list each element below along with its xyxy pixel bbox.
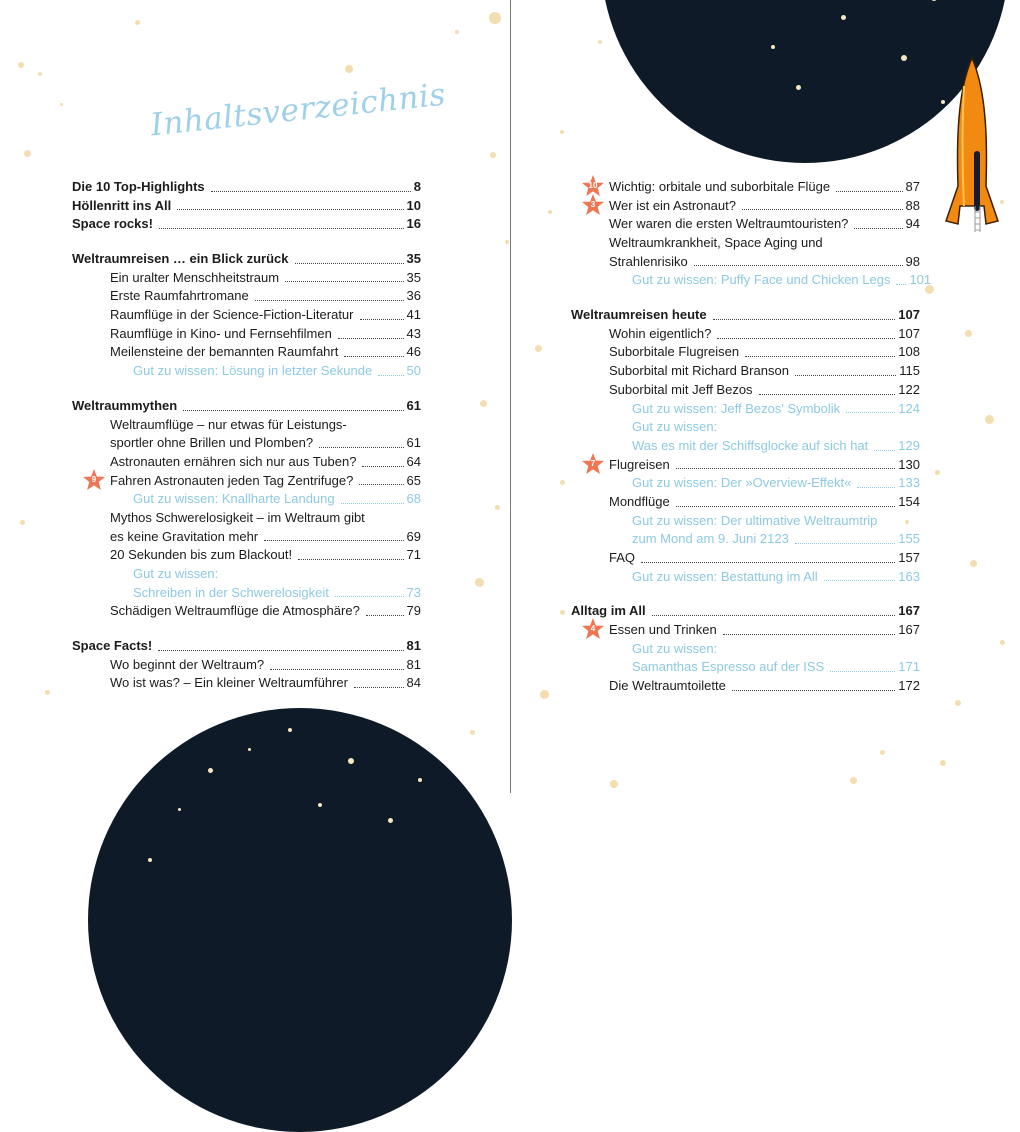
page-number: 115	[899, 363, 920, 379]
toc-entry[interactable]	[72, 656, 421, 675]
page-number: 61	[406, 435, 421, 451]
page-number: 41	[406, 307, 421, 323]
toc-chapter[interactable]	[72, 637, 421, 656]
dot-leader	[359, 484, 403, 485]
dot-leader	[354, 687, 404, 688]
dot-leader	[298, 559, 403, 560]
page-number: 163	[898, 568, 920, 584]
toc-entry[interactable]	[72, 325, 421, 344]
entry-title: Wichtig: orbitale und suborbitale Flüge	[609, 178, 831, 194]
entry-title: Essen und Trinken	[609, 622, 717, 638]
star-dot	[931, 0, 937, 1]
dot-leader	[362, 466, 403, 467]
entry-title: Mondflüge	[609, 493, 670, 509]
dot-leader	[795, 543, 895, 544]
dot-leader	[795, 375, 896, 376]
toc-tip-entry[interactable]	[571, 640, 920, 677]
toc-entry[interactable]	[571, 362, 920, 381]
page-number: 35	[406, 251, 421, 267]
entry-title: Gut zu wissen: Lösung in letzter Sekunde	[133, 363, 373, 379]
star-dot	[348, 758, 354, 764]
toc-section	[571, 602, 920, 695]
entry-title: Strahlenrisiko	[609, 253, 688, 269]
page-number: 65	[406, 472, 421, 488]
dot-decoration	[135, 20, 140, 25]
dot-decoration	[18, 62, 24, 68]
entry-title: Gut zu wissen:	[632, 640, 718, 656]
highlight-number: 7	[590, 458, 596, 468]
page-number: 155	[898, 531, 920, 547]
page-number: 133	[898, 475, 920, 491]
dot-leader	[295, 263, 404, 264]
planet-illustration	[88, 708, 512, 1132]
toc-entry[interactable]	[571, 197, 920, 216]
page-divider	[510, 0, 511, 793]
page-number: 81	[406, 638, 421, 654]
star-dot	[148, 858, 152, 862]
page-number: 108	[898, 344, 920, 360]
entry-title: Die Weltraumtoilette	[609, 678, 726, 694]
entry-title: Weltraumreisen … ein Blick zurück	[72, 251, 289, 267]
toc-entry[interactable]	[72, 287, 421, 306]
dot-leader	[830, 671, 895, 672]
entry-title: Weltraumflüge – nur etwas für Leistungs-	[110, 416, 347, 432]
toc-chapter[interactable]	[72, 215, 421, 234]
entry-title: Gut zu wissen:	[133, 566, 219, 582]
page-number: 16	[406, 216, 421, 232]
star-dot	[418, 778, 422, 782]
dot-decoration	[489, 12, 501, 24]
dot-leader	[824, 580, 896, 581]
dot-leader	[158, 650, 403, 651]
page-number: 61	[406, 397, 421, 413]
page-number: 172	[898, 678, 920, 694]
page-number: 71	[406, 547, 421, 563]
entry-title: Meilensteine der bemannten Raumfahrt	[110, 344, 339, 360]
toc-section	[571, 178, 932, 290]
highlight-star-icon	[82, 468, 106, 492]
page-number: 124	[898, 400, 920, 416]
highlight-star-icon	[581, 617, 605, 641]
toc-entry[interactable]	[72, 453, 421, 472]
entry-title: Gut zu wissen: Der »Overview-Effekt«	[632, 475, 852, 491]
toc-tip-entry[interactable]	[571, 568, 920, 587]
toc-entry[interactable]	[72, 546, 421, 565]
toc-entry[interactable]	[72, 472, 421, 491]
star-dot	[388, 818, 393, 823]
star-dot	[248, 748, 251, 751]
page-number: 50	[406, 363, 421, 379]
dot-leader	[846, 412, 895, 413]
page-number: 88	[905, 197, 920, 213]
dot-leader	[742, 209, 903, 210]
entry-title: 20 Sekunden bis zum Blackout!	[110, 547, 293, 563]
toc-entry[interactable]	[72, 269, 421, 288]
entry-title: es keine Gravitation mehr	[110, 528, 259, 544]
dot-leader	[183, 410, 403, 411]
entry-title: Suborbital mit Richard Branson	[609, 363, 789, 379]
dot-leader	[836, 191, 902, 192]
entry-title: Weltraumkrankheit, Space Aging und	[609, 235, 823, 251]
dot-leader	[745, 356, 895, 357]
highlight-star-icon	[581, 452, 605, 476]
toc-tip-entry[interactable]	[571, 400, 920, 419]
toc-chapter[interactable]	[571, 602, 920, 621]
entry-title: Astronauten ernähren sich nur aus Tuben?	[110, 453, 357, 469]
entry-title: Gut zu wissen: Bestattung im All	[632, 568, 818, 584]
entry-title: Space Facts!	[72, 638, 153, 654]
toc-chapter[interactable]	[72, 197, 421, 216]
star-dot	[138, 738, 142, 742]
page-number: 69	[406, 528, 421, 544]
dot-decoration	[880, 750, 885, 755]
entry-title: Suborbital mit Jeff Bezos	[609, 381, 753, 397]
dot-leader	[159, 228, 404, 229]
dot-leader	[713, 319, 896, 320]
dot-decoration	[965, 330, 972, 337]
page-number: 107	[898, 307, 920, 323]
dot-leader	[676, 468, 896, 469]
entry-title: sportler ohne Brillen und Plomben?	[110, 435, 314, 451]
entry-title: Höllenritt ins All	[72, 197, 172, 213]
star-dot	[208, 768, 213, 773]
page-number: 73	[406, 584, 421, 600]
highlight-number: 9	[91, 474, 97, 484]
toc-entry[interactable]	[72, 602, 421, 621]
toc-entry[interactable]	[72, 416, 421, 453]
dot-leader	[177, 209, 403, 210]
page-number: 87	[905, 178, 920, 194]
dot-decoration	[970, 560, 977, 567]
dot-decoration	[560, 480, 565, 485]
entry-title: Fahren Astronauten jeden Tag Zentrifuge?	[110, 472, 354, 488]
highlight-number: 4	[590, 624, 596, 634]
toc-entry[interactable]	[571, 215, 920, 234]
star-dot	[841, 15, 846, 20]
dot-decoration	[24, 150, 31, 157]
dot-decoration	[60, 103, 63, 106]
page-number: 10	[406, 197, 421, 213]
toc-entry[interactable]	[72, 306, 421, 325]
entry-title: Gut zu wissen: Der ultimative Weltraumtrip	[632, 512, 878, 528]
page-number: 46	[406, 344, 421, 360]
dot-decoration	[560, 610, 565, 615]
page-number: 84	[406, 675, 421, 691]
dot-leader	[338, 338, 404, 339]
highlight-number: 3	[590, 199, 596, 209]
dot-leader	[759, 394, 896, 395]
dot-decoration	[955, 700, 961, 706]
entry-title: Space rocks!	[72, 216, 153, 232]
dot-leader	[285, 281, 403, 282]
page-number: 129	[898, 437, 920, 453]
dot-decoration	[38, 72, 42, 76]
toc-tip-entry[interactable]	[571, 474, 920, 493]
page-number: 81	[406, 656, 421, 672]
dot-decoration	[560, 130, 564, 134]
page-number: 8	[413, 178, 421, 194]
dot-decoration	[20, 520, 25, 525]
toc-entry[interactable]	[72, 509, 421, 546]
entry-title: Erste Raumfahrtromane	[110, 288, 249, 304]
star-dot	[318, 803, 322, 807]
toc-entry[interactable]	[571, 621, 920, 640]
star-dot	[468, 748, 472, 752]
toc-tip-entry[interactable]	[72, 565, 421, 602]
entry-title: Die 10 Top-Highlights	[72, 178, 205, 194]
entry-title: Raumflüge in Kino- und Fernsehfilmen	[110, 325, 332, 341]
dot-leader	[874, 450, 895, 451]
star-dot	[901, 55, 907, 61]
dot-leader	[857, 487, 895, 488]
toc-chapter[interactable]	[72, 250, 421, 269]
dot-decoration	[345, 65, 353, 73]
entry-title: Wer ist ein Astronaut?	[609, 197, 736, 213]
highlight-number: 10	[588, 181, 598, 190]
entry-title: Schreiben in der Schwerelosigkeit	[133, 584, 329, 600]
page-number: 122	[898, 381, 920, 397]
page-number: 94	[905, 216, 920, 232]
entry-title: Flugreisen	[609, 456, 670, 472]
dot-leader	[255, 300, 404, 301]
page-number: 43	[406, 325, 421, 341]
toc-chapter[interactable]	[571, 306, 920, 325]
entry-title: Ein uralter Menschheitstraum	[110, 269, 280, 285]
dot-leader	[335, 596, 404, 597]
page-number: 98	[905, 253, 920, 269]
dot-leader	[896, 284, 906, 285]
dot-decoration	[1000, 640, 1005, 645]
entry-title: Weltraummythen	[72, 397, 178, 413]
page-number: 107	[898, 325, 920, 341]
toc-tip-entry[interactable]	[571, 512, 920, 549]
entry-title: Suborbitale Flugreisen	[609, 344, 740, 360]
entry-title: Mythos Schwerelosigkeit – im Weltraum gibt	[110, 510, 365, 525]
page-title: Inhaltsverzeichnis	[148, 76, 448, 144]
toc-entry[interactable]	[571, 344, 920, 363]
page-number: 64	[406, 453, 421, 469]
page-number: 101	[909, 272, 932, 288]
entry-title: Alltag im All	[571, 603, 646, 619]
entry-title: Gut zu wissen:	[632, 419, 718, 435]
dot-leader	[341, 503, 404, 504]
dot-decoration	[935, 470, 940, 475]
dot-decoration	[45, 690, 50, 695]
page-number: 167	[898, 603, 920, 619]
entry-title: Raumflüge in der Science-Fiction-Literatur	[110, 307, 354, 323]
dot-decoration	[535, 345, 542, 352]
dot-leader	[264, 540, 403, 541]
toc-entry[interactable]	[571, 677, 920, 696]
entry-title: Gut zu wissen: Knallharte Landung	[133, 491, 335, 507]
dot-decoration	[455, 30, 459, 34]
entry-title: Samanthas Espresso auf der ISS	[632, 659, 825, 675]
dot-leader	[652, 615, 896, 616]
dot-leader	[641, 562, 895, 563]
entry-title: Schädigen Weltraumflüge die Atmosphäre?	[110, 603, 360, 619]
toc-left-page	[72, 178, 421, 709]
entry-title: Wo beginnt der Weltraum?	[110, 656, 265, 672]
entry-title: Was es mit der Schiffsglocke auf sich hat	[632, 437, 869, 453]
star-dot	[771, 45, 775, 49]
toc-section	[72, 250, 421, 381]
dot-decoration	[985, 415, 994, 424]
page-number: 130	[898, 456, 920, 472]
dot-leader	[694, 265, 903, 266]
entry-title: Gut zu wissen: Puffy Face und Chicken Legs	[632, 272, 891, 288]
dot-leader	[360, 319, 404, 320]
dot-decoration	[495, 505, 500, 510]
toc-entry[interactable]	[571, 493, 920, 512]
dot-decoration	[548, 210, 552, 214]
dot-leader	[723, 634, 896, 635]
toc-entry[interactable]	[72, 344, 421, 363]
toc-entry[interactable]	[571, 325, 920, 344]
toc-entry[interactable]	[72, 675, 421, 694]
entry-title: Weltraumreisen heute	[571, 307, 707, 323]
toc-tip-entry[interactable]	[571, 271, 932, 290]
toc-right-page	[571, 178, 932, 712]
toc-section	[72, 178, 421, 234]
toc-chapter[interactable]	[72, 178, 421, 197]
dot-leader	[211, 191, 411, 192]
star-dot	[796, 85, 801, 90]
dot-leader	[732, 690, 895, 691]
dot-decoration	[480, 400, 487, 407]
page-number: 157	[898, 550, 920, 566]
dot-decoration	[505, 240, 509, 244]
page-number: 167	[898, 622, 920, 638]
dot-decoration	[598, 40, 602, 44]
dot-decoration	[470, 730, 475, 735]
toc-entry[interactable]	[571, 549, 920, 568]
dot-leader	[676, 506, 896, 507]
dot-decoration	[475, 578, 484, 587]
dot-leader	[366, 615, 404, 616]
entry-title: zum Mond am 9. Juni 2123	[632, 531, 789, 547]
dot-decoration	[610, 780, 618, 788]
toc-tip-entry[interactable]	[72, 490, 421, 509]
toc-tip-entry[interactable]	[72, 362, 421, 381]
star-dot	[178, 808, 181, 811]
toc-section	[571, 306, 920, 586]
toc-section	[72, 397, 421, 621]
entry-title: FAQ	[609, 550, 636, 566]
page-number: 36	[406, 288, 421, 304]
dot-leader	[270, 669, 403, 670]
entry-title: Wer waren die ersten Weltraumtouristen?	[609, 216, 849, 232]
toc-chapter[interactable]	[72, 397, 421, 416]
page-number: 79	[406, 603, 421, 619]
dot-leader	[854, 228, 902, 229]
page-number: 68	[406, 491, 421, 507]
star-dot	[288, 728, 292, 732]
page-number: 35	[406, 269, 421, 285]
toc-entry[interactable]	[571, 456, 920, 475]
rocket-icon	[942, 56, 1002, 234]
highlight-star-icon	[581, 193, 605, 217]
toc-entry[interactable]	[571, 234, 920, 271]
dot-leader	[344, 356, 403, 357]
dot-decoration	[490, 152, 496, 158]
dot-decoration	[540, 690, 549, 699]
dot-leader	[717, 338, 895, 339]
page-number: 171	[898, 659, 920, 675]
toc-tip-entry[interactable]	[571, 418, 920, 455]
toc-section	[72, 637, 421, 693]
entry-title: Wo ist was? – Ein kleiner Weltraumführer	[110, 675, 348, 691]
dot-decoration	[850, 777, 857, 784]
page-number: 154	[898, 493, 920, 509]
toc-entry[interactable]	[571, 178, 920, 197]
dot-leader	[378, 375, 403, 376]
dot-leader	[319, 447, 403, 448]
dot-decoration	[940, 760, 946, 766]
entry-title: Gut zu wissen: Jeff Bezos' Symbolik	[632, 400, 841, 416]
entry-title: Wohin eigentlich?	[609, 325, 712, 341]
toc-entry[interactable]	[571, 381, 920, 400]
